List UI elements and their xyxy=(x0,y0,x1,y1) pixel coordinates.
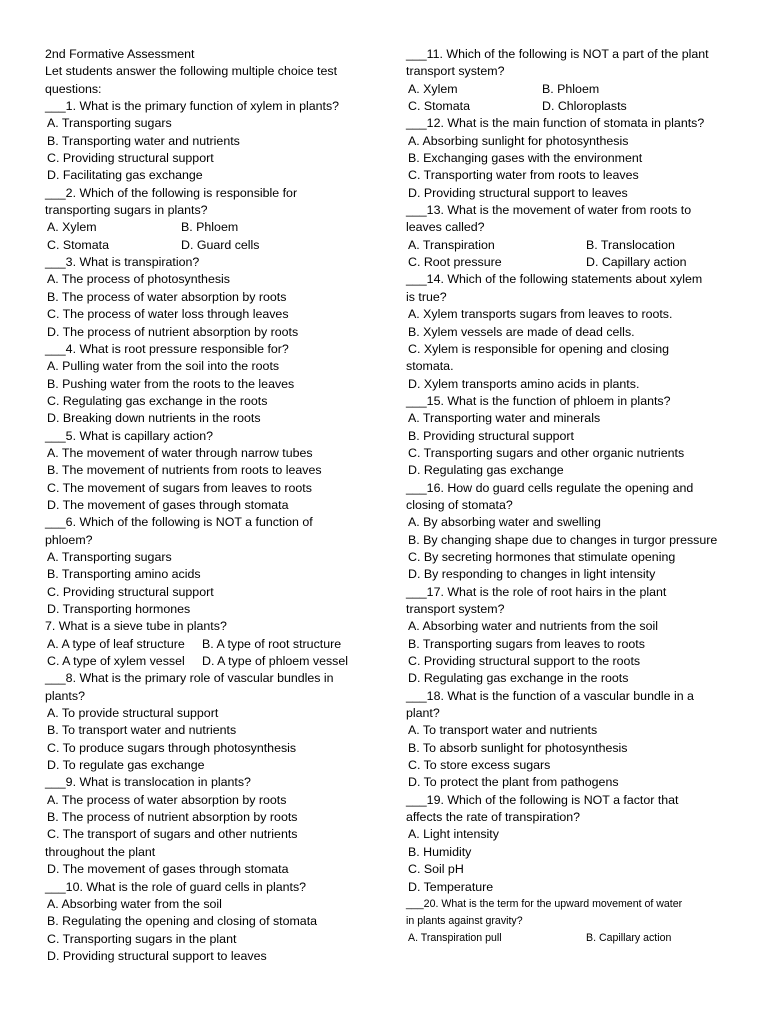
option-row xyxy=(406,81,736,98)
right-column xyxy=(406,46,736,947)
question-9 xyxy=(45,774,390,878)
option-d: D. By responding to changes in light intensity xyxy=(408,567,656,582)
question-text: 7. What is a sieve tube in plants? xyxy=(45,619,227,634)
question-text: ___16. How do guard cells regulate the opening and xyxy=(406,480,694,495)
question-2 xyxy=(45,185,390,254)
question-text: ___14. Which of the following statements about xylem xyxy=(406,272,703,287)
option-d: D. Regulating gas exchange xyxy=(408,463,564,478)
option-c: C. The movement of sugars from leaves to roots xyxy=(47,480,312,495)
option-c: C. A type of xylem vessel xyxy=(47,654,185,669)
option-b: B. Exchanging gases with the environment xyxy=(408,151,643,166)
option-d: D. Providing structural support to leaves xyxy=(408,185,628,200)
option-c: C. Providing structural support xyxy=(47,584,214,599)
option-c: C. To store excess sugars xyxy=(408,758,551,773)
option-c-cont: stomata. xyxy=(406,359,454,374)
question-8 xyxy=(45,670,390,774)
question-text: ___6. Which of the following is NOT a function of xyxy=(45,515,313,530)
option-row xyxy=(45,653,390,670)
option-a: A. Xylem xyxy=(408,81,458,96)
option-d: D. Temperature xyxy=(408,879,494,894)
option-c: C. Stomata xyxy=(47,237,109,252)
option-b: B. Phloem xyxy=(181,220,239,235)
question-text-cont: leaves called? xyxy=(406,220,485,235)
option-c: C. By secreting hormones that stimulate opening xyxy=(408,549,676,564)
option-b: B. Regulating the opening and closing of stomata xyxy=(47,914,318,929)
option-b: B. Transporting water and nutrients xyxy=(47,133,240,148)
option-row xyxy=(406,98,736,115)
option-row xyxy=(406,930,736,947)
option-c: C. Regulating gas exchange in the roots xyxy=(47,393,268,408)
question-text-cont: is true? xyxy=(406,289,447,304)
question-16 xyxy=(406,480,736,584)
option-c-cont: throughout the plant xyxy=(45,844,156,859)
question-text: ___5. What is capillary action? xyxy=(45,428,214,443)
question-text: ___17. What is the role of root hairs in the plant xyxy=(406,584,667,599)
option-c: C. Transporting sugars in the plant xyxy=(47,931,237,946)
question-text-cont: affects the rate of transpiration? xyxy=(406,810,581,825)
option-a: A. Light intensity xyxy=(408,827,499,842)
question-text-cont: closing of stomata? xyxy=(406,497,513,512)
question-1 xyxy=(45,98,390,185)
option-a: A. Transporting water and minerals xyxy=(408,411,601,426)
question-15 xyxy=(406,393,736,480)
left-column xyxy=(45,46,390,965)
question-17 xyxy=(406,584,736,688)
question-text: ___8. What is the primary role of vascular bundles in xyxy=(45,671,334,686)
question-text-cont: in plants against gravity? xyxy=(406,914,523,927)
option-a: A. The process of photosynthesis xyxy=(47,272,230,287)
option-c: C. Root pressure xyxy=(408,255,502,270)
option-b: B. Capillary action xyxy=(586,931,672,944)
question-text: ___1. What is the primary function of xylem in plants? xyxy=(45,99,340,114)
option-c: C. The process of water loss through leaves xyxy=(47,307,289,322)
option-b: B. To transport water and nutrients xyxy=(47,723,237,738)
option-c: C. Soil pH xyxy=(408,862,464,877)
page-title: 2nd Formative Assessment xyxy=(45,47,195,61)
question-text: ___10. What is the role of guard cells in plants? xyxy=(45,879,307,894)
question-text-cont: transporting sugars in plants? xyxy=(45,203,208,218)
option-a: A. Transporting sugars xyxy=(47,116,172,131)
option-a: A. The process of water absorption by roots xyxy=(47,792,287,807)
question-text-cont: transport system? xyxy=(406,602,505,616)
option-b: B. The movement of nutrients from roots to leaves xyxy=(47,463,322,478)
question-text-cont: plant? xyxy=(406,706,440,721)
option-d: D. Breaking down nutrients in the roots xyxy=(47,411,261,426)
question-text-cont: plants? xyxy=(45,688,85,703)
question-text: ___2. Which of the following is responsible for xyxy=(45,185,298,200)
option-c: C. Xylem is responsible for opening and closing xyxy=(408,341,670,356)
option-b: B. Humidity xyxy=(408,844,472,859)
option-d: D. The movement of gases through stomata xyxy=(47,862,289,877)
question-19 xyxy=(406,792,736,896)
option-c: C. Stomata xyxy=(408,99,470,114)
option-b: B. To absorb sunlight for photosynthesis xyxy=(408,740,628,755)
option-row xyxy=(45,237,390,254)
option-a: A. To provide structural support xyxy=(47,706,219,721)
instruction-line: Let students answer the following multiple choice test xyxy=(45,64,338,79)
question-text: ___20. What is the term for the upward movement of water xyxy=(406,897,683,910)
option-row xyxy=(45,219,390,236)
option-row xyxy=(45,636,390,653)
option-a: A. The movement of water through narrow tubes xyxy=(47,445,313,460)
question-text: ___13. What is the movement of water from roots to xyxy=(406,203,692,218)
option-d: D. A type of phloem vessel xyxy=(202,654,349,669)
option-b: B. A type of root structure xyxy=(202,636,342,651)
option-b: B. Transporting amino acids xyxy=(47,567,201,582)
option-b: B. Transporting sugars from leaves to roots xyxy=(408,636,645,651)
option-d: D. The process of nutrient absorption by roots xyxy=(47,324,299,339)
option-a: A. A type of leaf structure xyxy=(47,636,185,651)
option-b: B. Xylem vessels are made of dead cells. xyxy=(408,324,635,339)
option-row xyxy=(406,254,736,271)
option-c: C. Providing structural support to the roots xyxy=(408,654,641,669)
option-row xyxy=(406,237,736,254)
question-11 xyxy=(406,46,736,115)
question-text: ___15. What is the function of phloem in plants? xyxy=(406,393,671,408)
option-b: B. The process of water absorption by roots xyxy=(47,289,287,304)
question-6 xyxy=(45,514,390,618)
question-text: ___11. Which of the following is NOT a part of the plant xyxy=(406,47,709,61)
option-b: B. Phloem xyxy=(542,81,600,96)
question-14 xyxy=(406,271,736,392)
option-c: C. To produce sugars through photosynthesis xyxy=(47,740,297,755)
option-d: D. Chloroplasts xyxy=(542,99,627,114)
question-text: ___12. What is the main function of stomata in plants? xyxy=(406,116,705,131)
option-b: B. Providing structural support xyxy=(408,428,574,443)
option-a: A. Xylem xyxy=(47,220,97,235)
option-c: C. Providing structural support xyxy=(47,151,214,166)
question-text: ___18. What is the function of a vascular bundle in a xyxy=(406,688,694,703)
question-7 xyxy=(45,618,390,670)
option-a: A. Absorbing water and nutrients from the soil xyxy=(408,619,659,634)
question-5 xyxy=(45,428,390,515)
option-a: A. Absorbing sunlight for photosynthesis xyxy=(408,133,629,148)
option-a: A. Pulling water from the soil into the roots xyxy=(47,359,280,374)
option-b: B. Translocation xyxy=(586,237,675,252)
option-d: D. Capillary action xyxy=(586,255,687,270)
option-b: B. Pushing water from the roots to the leaves xyxy=(47,376,295,391)
option-d: D. Transporting hormones xyxy=(47,602,191,616)
question-text-cont: transport system? xyxy=(406,64,505,79)
question-3 xyxy=(45,254,390,341)
option-d: D. To protect the plant from pathogens xyxy=(408,775,619,790)
question-10 xyxy=(45,879,390,966)
option-c: C. The transport of sugars and other nutrients xyxy=(47,827,298,842)
question-text: ___9. What is translocation in plants? xyxy=(45,775,251,790)
question-4 xyxy=(45,341,390,428)
option-c: C. Transporting water from roots to leaves xyxy=(408,168,639,183)
question-text-cont: phloem? xyxy=(45,532,93,547)
option-a: A. Transpiration xyxy=(408,237,495,252)
question-12 xyxy=(406,115,736,202)
question-18 xyxy=(406,688,736,792)
option-d: D. Facilitating gas exchange xyxy=(47,168,203,183)
option-d: D. The movement of gases through stomata xyxy=(47,497,289,512)
option-a: A. Absorbing water from the soil xyxy=(47,896,222,911)
option-b: B. By changing shape due to changes in turgor pressure xyxy=(408,532,718,547)
option-d: D. Providing structural support to leaves xyxy=(47,948,267,963)
option-a: A. To transport water and nutrients xyxy=(408,723,598,738)
option-a: A. By absorbing water and swelling xyxy=(408,515,601,530)
option-a: A. Xylem transports sugars from leaves to roots. xyxy=(408,307,673,322)
question-text: ___4. What is root pressure responsible for? xyxy=(45,341,289,356)
option-d: D. Xylem transports amino acids in plants. xyxy=(408,376,640,391)
option-d: D. To regulate gas exchange xyxy=(47,758,205,773)
option-d: D. Guard cells xyxy=(181,237,260,252)
option-d: D. Regulating gas exchange in the roots xyxy=(408,671,629,686)
question-13 xyxy=(406,202,736,271)
question-text: ___3. What is transpiration? xyxy=(45,255,200,270)
question-text: ___19. Which of the following is NOT a factor that xyxy=(406,792,679,807)
option-a: A. Transporting sugars xyxy=(47,549,172,564)
option-c: C. Transporting sugars and other organic nutrients xyxy=(408,445,685,460)
option-b: B. The process of nutrient absorption by roots xyxy=(47,810,298,825)
instruction-line: questions: xyxy=(45,81,102,96)
question-20 xyxy=(406,896,736,947)
option-a: A. Transpiration pull xyxy=(408,931,502,944)
